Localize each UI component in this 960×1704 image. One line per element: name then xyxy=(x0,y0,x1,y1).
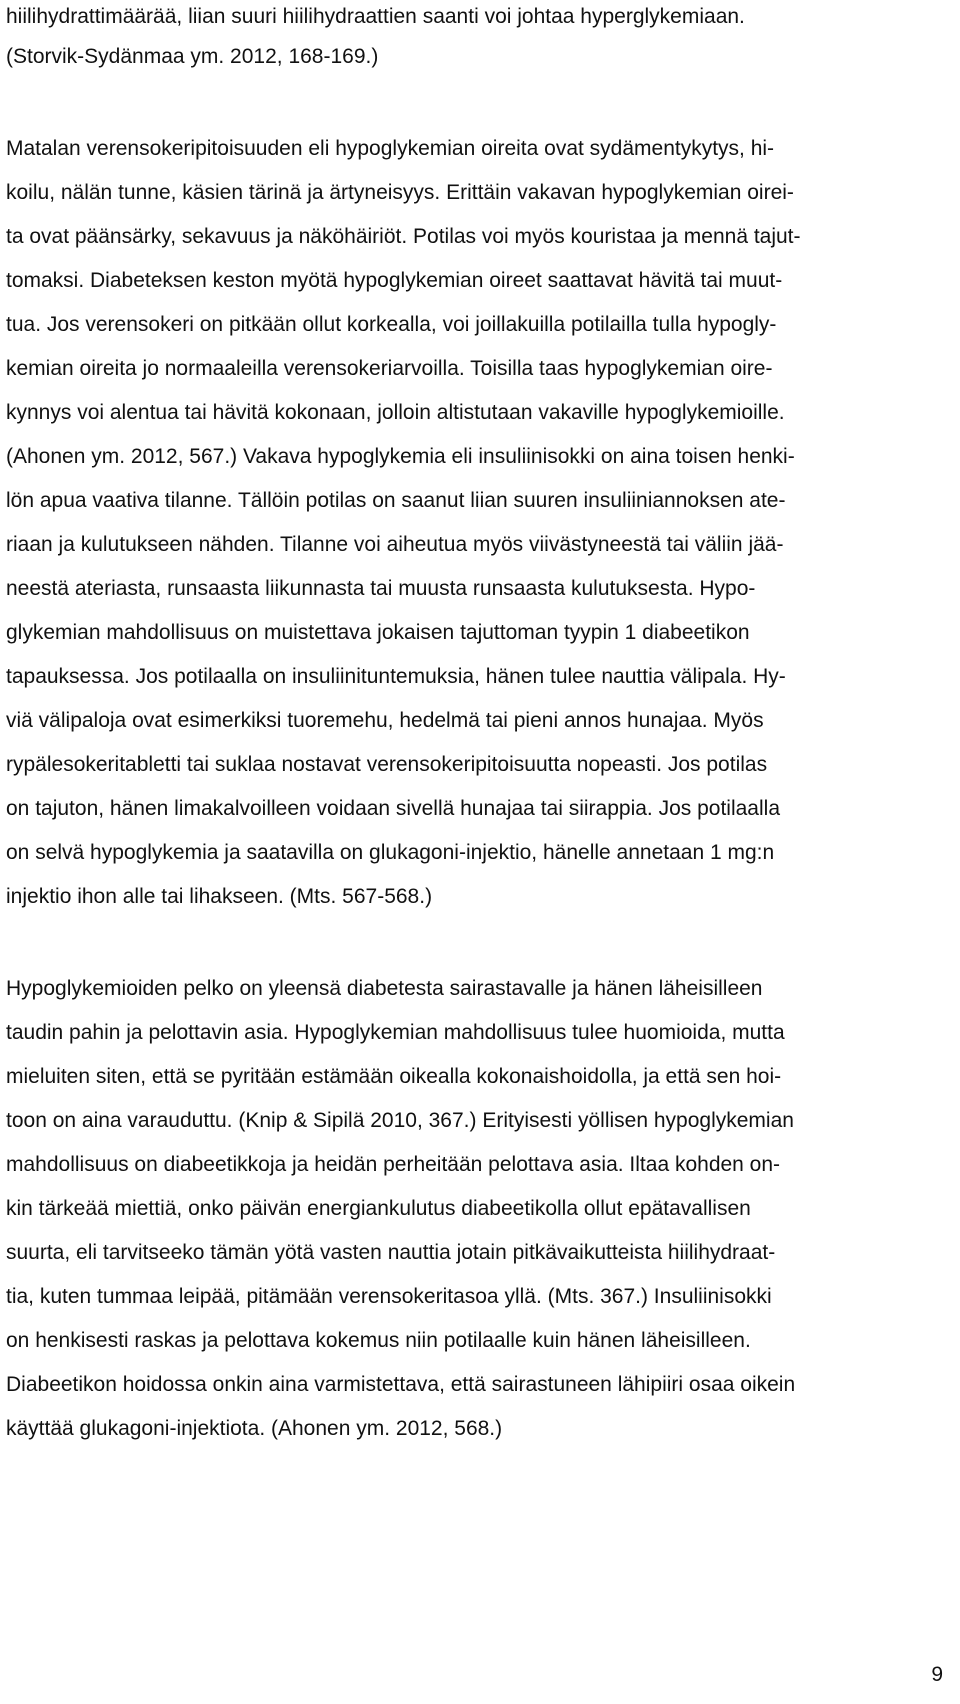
text-line: injektio ihon alle tai lihakseen. (Mts. 567-568.) xyxy=(6,885,433,908)
text-line: hiilihydrattimäärää, liian suuri hiilihydraattien saanti voi johtaa hyperglykemiaan. xyxy=(6,5,745,28)
text-line: riaan ja kulutukseen nähden. Tilanne voi aiheutua myös viivästyneestä tai väliin jää- xyxy=(6,533,784,556)
text-line: kynnys voi alentua tai hävitä kokonaan, jolloin altistutaan vakaville hypoglykemioille. xyxy=(6,401,785,424)
text-line: kemian oireita jo normaaleilla verensokeriarvoilla. Toisilla taas hypoglykemian oire- xyxy=(6,357,773,380)
text-line: rypälesokeritabletti tai suklaa nostavat verensokeripitoisuutta nopeasti. Jos potilas xyxy=(6,753,768,776)
text-line: taudin pahin ja pelottavin asia. Hypoglykemian mahdollisuus tulee huomioida, mutta xyxy=(6,1021,785,1044)
text-line: Matalan verensokeripitoisuuden eli hypoglykemian oireita ovat sydämentykytys, hi- xyxy=(6,137,775,160)
text-line: mieluiten siten, että se pyritään estämään oikealla kokonaishoidolla, ja että sen hoi- xyxy=(6,1065,782,1088)
text-line: glykemian mahdollisuus on muistettava jokaisen tajuttoman tyypin 1 diabeetikon xyxy=(6,621,750,644)
text-line: on selvä hypoglykemia ja saatavilla on glukagoni-injektio, hänelle annetaan 1 mg:n xyxy=(6,841,775,864)
text-line: tua. Jos verensokeri on pitkään ollut korkealla, voi joillakuilla potilailla tulla hypogly- xyxy=(6,313,777,336)
text-line: kin tärkeää miettiä, onko päivän energiankulutus diabeetikolla ollut epätavallisen xyxy=(6,1197,751,1220)
text-line: mahdollisuus on diabeetikkoja ja heidän perheitään pelottava asia. Iltaa kohden on- xyxy=(6,1153,781,1176)
text-line: toon on aina varauduttu. (Knip & Sipilä 2010, 367.) Erityisesti yöllisen hypoglykemian xyxy=(6,1109,794,1132)
text-line: neestä ateriasta, runsaasta liikunnasta tai muusta runsaasta kulutuksesta. Hypo- xyxy=(6,577,756,600)
text-line: (Storvik-Sydänmaa ym. 2012, 168-169.) xyxy=(6,45,379,68)
text-line: Diabeetikon hoidossa onkin aina varmistettava, että sairastuneen lähipiiri osaa oikein xyxy=(6,1373,796,1396)
text-line: tapauksessa. Jos potilaalla on insuliinituntemuksia, hänen tulee nauttia välipala. Hy- xyxy=(6,665,786,688)
text-line: lön apua vaativa tilanne. Tällöin potilas on saanut liian suuren insuliiniannoksen ate- xyxy=(6,489,786,512)
text-line: Hypoglykemioiden pelko on yleensä diabetesta sairastavalle ja hänen läheisilleen xyxy=(6,977,763,1000)
text-line: on henkisesti raskas ja pelottava kokemus niin potilaalle kuin hänen läheisilleen. xyxy=(6,1329,751,1352)
text-line: käyttää glukagoni-injektiota. (Ahonen ym. 2012, 568.) xyxy=(6,1417,503,1440)
text-line: suurta, eli tarvitseeko tämän yötä vasten nauttia jotain pitkävaikutteista hiilihydraat- xyxy=(6,1241,776,1264)
text-line: koilu, nälän tunne, käsien tärinä ja ärtyneisyys. Erittäin vakavan hypoglykemian oirei- xyxy=(6,181,794,204)
text-line: tomaksi. Diabeteksen keston myötä hypoglykemian oireet saattavat hävitä tai muut- xyxy=(6,269,783,292)
text-line: (Ahonen ym. 2012, 567.) Vakava hypoglykemia eli insuliinisokki on aina toisen henki- xyxy=(6,445,795,468)
page-number: 9 xyxy=(931,1663,943,1686)
text-line: tia, kuten tummaa leipää, pitämään verensokeritasoa yllä. (Mts. 367.) Insuliinisokki xyxy=(6,1285,772,1308)
text-line: ta ovat päänsärky, sekavuus ja näköhäiriöt. Potilas voi myös kouristaa ja mennä tajut- xyxy=(6,225,801,248)
text-line: viä välipaloja ovat esimerkiksi tuoremehu, hedelmä tai pieni annos hunajaa. Myös xyxy=(6,709,764,732)
text-line: on tajuton, hänen limakalvoilleen voidaan sivellä hunajaa tai siirappia. Jos potilaalla xyxy=(6,797,780,820)
